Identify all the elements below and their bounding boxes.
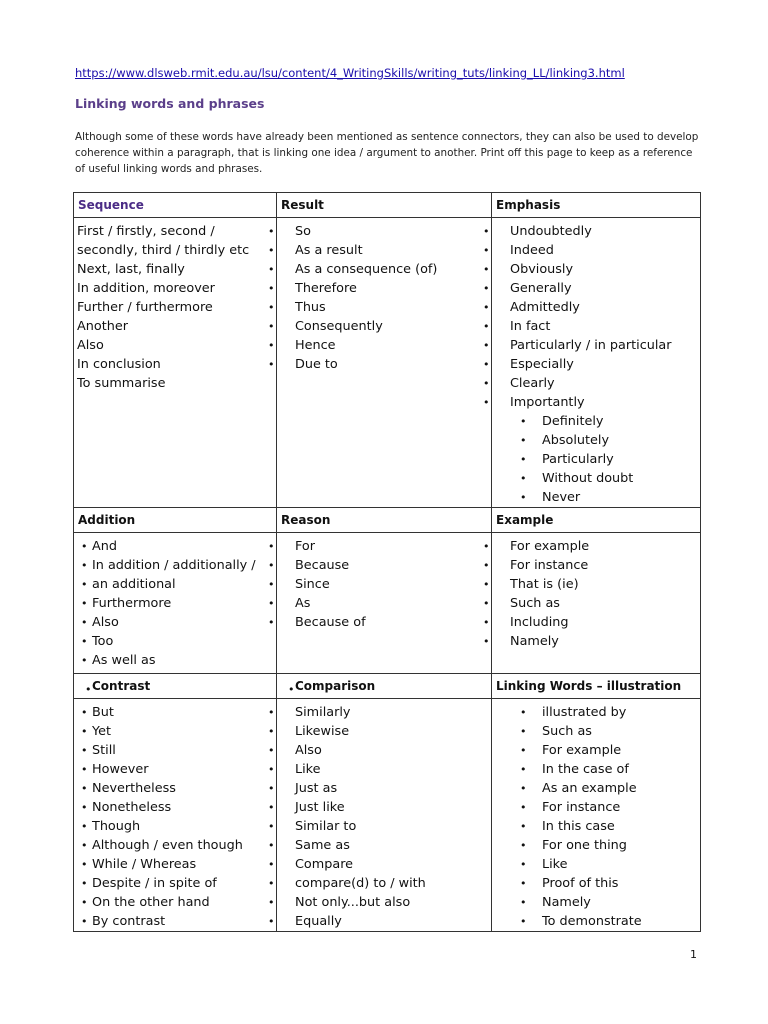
list-item: • In the case of [492,760,700,779]
list-item: • Too [74,632,276,651]
list-item: • That is (ie) [492,575,700,594]
list-item: • Just like [277,798,491,817]
list-item: • Similarly [277,703,491,722]
list-item: Further / furthermore [77,300,213,315]
list-item: • In fact [492,317,700,336]
list-item: • Such as [492,594,700,613]
list-item: • Absolutely [492,431,700,450]
list-item: • Still [74,741,276,760]
list-item: • However [74,760,276,779]
linking-words-table [73,192,701,932]
list-item: • Especially [492,355,700,374]
list-item: • For one thing [492,836,700,855]
cell-reason [277,533,492,674]
list-item: • As an example [492,779,700,798]
list-item: • Furthermore [74,594,276,613]
list-item: • an additional [74,575,276,594]
list-item: • Due to [277,355,491,374]
list-item: • Clearly [492,374,700,393]
header-result: Result [277,193,492,218]
list-item: • Also [277,741,491,760]
list-item: • Particularly / in particular [492,336,700,355]
list-item: • For instance [492,556,700,575]
cell-emphasis [492,218,701,508]
list-item: Also [77,338,104,353]
source-url-link[interactable]: https://www.dlsweb.rmit.edu.au/lsu/content/4_WritingSkills/writing_tuts/linking_LL/linking3.html [75,66,625,80]
list-item: • While / Whereas [74,855,276,874]
header-example: Example [492,508,701,533]
list-item: • Hence [277,336,491,355]
list-item: Next, last, finally [77,262,185,277]
header-addition: Addition [74,508,277,533]
list-item: • Importantly [492,393,700,412]
list-item: • On the other hand [74,893,276,912]
list-item: To summarise [77,376,166,391]
list-item: • Thus [277,298,491,317]
list-item: • By contrast [74,912,276,931]
header-contrast: • Contrast [74,674,277,699]
list-item: • Compare [277,855,491,874]
list-item: • Same as [277,836,491,855]
list-item: • For instance [492,798,700,817]
list-item: • Nevertheless [74,779,276,798]
list-item: • Like [492,855,700,874]
list-item: • As well as [74,651,276,670]
list-item: • Despite / in spite of [74,874,276,893]
list-item: • Not only...but also [277,893,491,912]
header-illustration: Linking Words – illustration [492,674,701,699]
list-item: • Proof of this [492,874,700,893]
page-heading: Linking words and phrases [75,96,265,111]
list-item: • In this case [492,817,700,836]
list-item: • Namely [492,632,700,651]
list-item: • Likewise [277,722,491,741]
list-item: • Definitely [492,412,700,431]
list-item: • Since [277,575,491,594]
list-item: • As a consequence (of) [277,260,491,279]
list-item: • To demonstrate [492,912,700,931]
list-item: • Particularly [492,450,700,469]
list-item: • Including [492,613,700,632]
cell-contrast [74,699,277,932]
list-item: • And [74,537,276,556]
list-item: • Nonetheless [74,798,276,817]
cell-comparison [277,699,492,932]
list-item: • As a result [277,241,491,260]
list-item: • For example [492,537,700,556]
cell-example [492,533,701,674]
list-item: • Generally [492,279,700,298]
list-item: First / firstly, second / [77,224,215,239]
cell-addition [74,533,277,674]
list-item: secondly, third / thirdly etc [77,243,250,258]
list-item: In addition, moreover [77,281,215,296]
list-item: • As [277,594,491,613]
list-item: • Similar to [277,817,491,836]
list-item: • Because [277,556,491,575]
list-item: Another [77,319,128,334]
list-item: • Such as [492,722,700,741]
cell-sequence [74,218,277,508]
list-item: • illustrated by [492,703,700,722]
header-comparison: • Comparison [277,674,492,699]
list-item: • Obviously [492,260,700,279]
list-item: • Without doubt [492,469,700,488]
list-item: • compare(d) to / with [277,874,491,893]
list-item: • Because of [277,613,491,632]
list-item: • Just as [277,779,491,798]
list-item: • Though [74,817,276,836]
list-item: • In addition / additionally / [74,556,276,575]
page-number: 1 [690,948,697,961]
header-reason: Reason [277,508,492,533]
list-item: • Consequently [277,317,491,336]
list-item: • But [74,703,276,722]
list-item: • Therefore [277,279,491,298]
list-item: In conclusion [77,357,161,372]
cell-illustration [492,699,701,932]
header-emphasis: Emphasis [492,193,701,218]
header-sequence: Sequence [74,193,277,218]
list-item: • Undoubtedly [492,222,700,241]
list-item: • Admittedly [492,298,700,317]
list-item: • For example [492,741,700,760]
list-item: • Namely [492,893,700,912]
list-item: • Never [492,488,700,507]
list-item: • Yet [74,722,276,741]
list-item: • For [277,537,491,556]
list-item: • Also [74,613,276,632]
list-item: • Like [277,760,491,779]
intro-paragraph: Although some of these words have already been mentioned as sentence connectors, they can also be used to develop coherence within a paragraph, that is linking one idea / argument to another. Print off this page to keep as a reference of useful linking words and phrases. [75,131,699,175]
list-item: • So [277,222,491,241]
list-item: • Indeed [492,241,700,260]
list-item: • Equally [277,912,491,931]
list-item: • Although / even though [74,836,276,855]
cell-result [277,218,492,508]
